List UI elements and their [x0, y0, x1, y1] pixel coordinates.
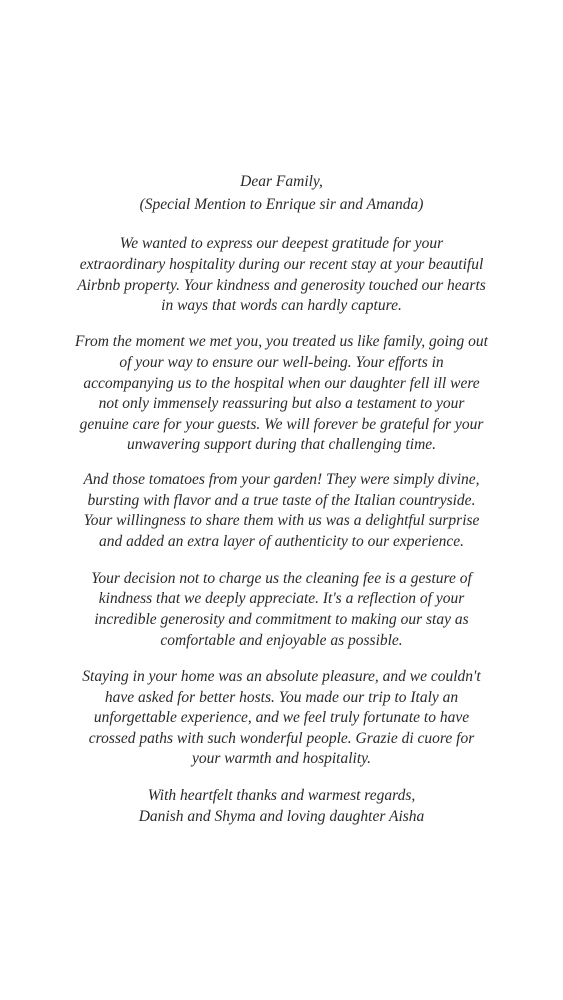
paragraph-line: kindness that we deeply appreciate. It's a reflection of your — [98, 590, 465, 607]
paragraph-line: unforgettable experience, and we feel truly fortunate to have — [93, 709, 470, 726]
paragraph-line: genuine care for your guests. We will forever be grateful for your — [79, 416, 484, 433]
paragraph-line: crossed paths with such wonderful people. Grazie di cuore for — [88, 730, 475, 747]
paragraph-line: not only immensely reassuring but also a testament to your — [98, 395, 465, 412]
paragraph-line: comfortable and enjoyable as possible. — [160, 632, 403, 649]
paragraph-line: Airbnb property. Your kindness and generosity touched our hearts — [77, 277, 486, 294]
paragraph-line: Your willingness to share them with us was a delightful surprise — [83, 512, 480, 529]
paragraph-line: in ways that words can hardly capture. — [161, 297, 402, 314]
special-mention: (Special Mention to Enrique sir and Amanda) — [139, 196, 424, 213]
paragraph-line: And those tomatoes from your garden! They were simply divine, — [83, 471, 480, 488]
paragraph-line: have asked for better hosts. You made our trip to Italy an — [104, 689, 459, 706]
paragraph-line: bursting with flavor and a true taste of the Italian countryside. — [87, 492, 476, 509]
paragraph-line: incredible generosity and commitment to making our stay as — [94, 611, 469, 628]
paragraph-line: of your way to ensure our well-being. Your efforts in — [119, 354, 444, 371]
paragraph-line: We wanted to express our deepest gratitude for your — [119, 235, 444, 252]
paragraph-line: Your decision not to charge us the cleaning fee is a gesture of — [91, 570, 472, 587]
closing: With heartfelt thanks and warmest regards, — [147, 787, 416, 804]
paragraph-line: accompanying us to the hospital when our daughter fell ill were — [83, 375, 480, 392]
paragraph-line: From the moment we met you, you treated us like family, going out — [75, 333, 488, 350]
signature: Danish and Shyma and loving daughter Aisha — [138, 808, 425, 825]
paragraph-line: your warmth and hospitality. — [191, 750, 372, 767]
paragraph-line: unwavering support during that challenging time. — [126, 436, 437, 453]
paragraph-line: and added an extra layer of authenticity to our experience. — [98, 533, 464, 550]
paragraph-line: extraordinary hospitality during our recent stay at your beautiful — [79, 256, 484, 273]
greeting: Dear Family, — [240, 173, 323, 190]
paragraph-line: Staying in your home was an absolute pleasure, and we couldn't — [82, 668, 481, 685]
